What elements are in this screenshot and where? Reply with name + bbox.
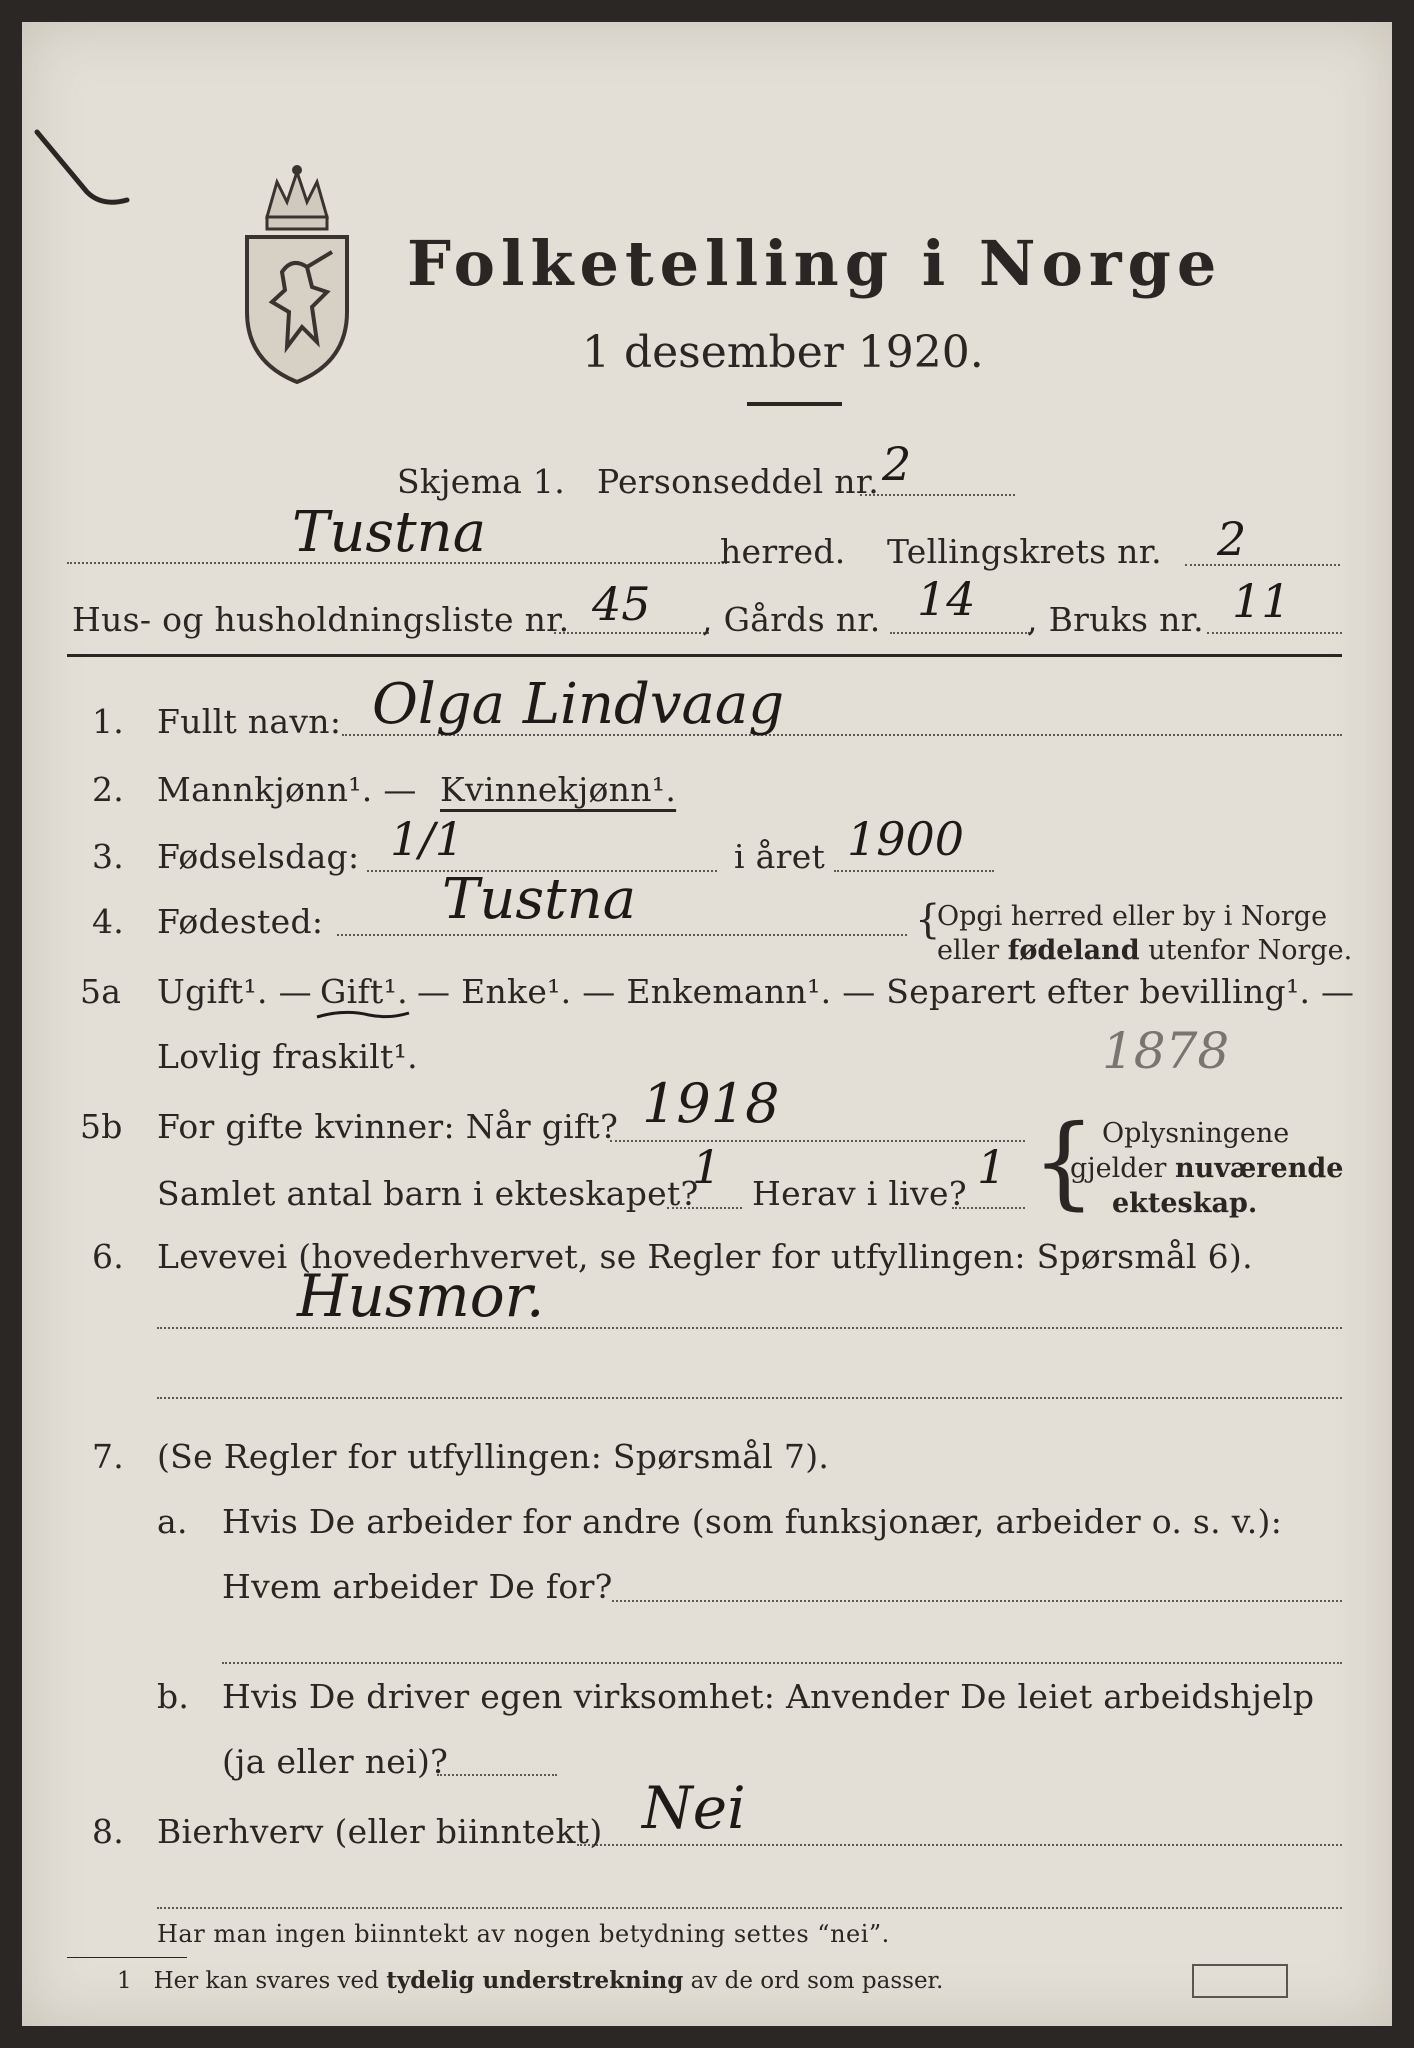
personseddel-line: [860, 494, 1015, 496]
q3-year-label: i året: [734, 837, 826, 876]
q1-number: 1.: [92, 702, 125, 741]
q8-label: Bierhverv (eller biinntekt): [157, 1812, 603, 1851]
q4-note-1: Opgi herred eller by i Norge: [937, 901, 1328, 932]
q8-number: 8.: [92, 1812, 125, 1851]
q3-label: Fødselsdag:: [157, 837, 360, 876]
pen-mark-icon: [32, 112, 142, 222]
q4-note-2: eller fødeland utenfor Norge.: [937, 935, 1353, 966]
children-count-value[interactable]: 1: [692, 1140, 722, 1194]
q7b-answer-line[interactable]: [437, 1774, 557, 1776]
gards-line: [890, 632, 1030, 634]
q4-number: 4.: [92, 902, 125, 941]
printer-stamp: [1192, 1964, 1288, 1998]
q5b-line-1: [610, 1140, 1025, 1142]
bruks-label: , Bruks nr.: [1027, 600, 1204, 639]
skjema-label: Skjema 1.: [397, 462, 566, 501]
q1-label: Fullt navn:: [157, 702, 342, 741]
birth-year-value[interactable]: 1900: [847, 812, 965, 866]
q4-line: [337, 934, 907, 936]
hus-line: [554, 632, 709, 634]
q4-brace: {: [915, 897, 941, 943]
footer-note: Har man ingen biinntekt av nogen betydning settes “nei”.: [157, 1920, 890, 1948]
q7a-answer-line-1[interactable]: [612, 1600, 1342, 1602]
q6-number: 6.: [92, 1237, 125, 1276]
q5b-brace: {: [1032, 1103, 1096, 1220]
q5b-number: 5b: [80, 1107, 123, 1146]
bruks-line: [1207, 632, 1342, 634]
tellingskrets-line: [1185, 564, 1340, 566]
q5a-gift-selected[interactable]: Gift¹.: [320, 972, 408, 1011]
q5b-note-1: Oplysningene: [1102, 1118, 1290, 1149]
norwegian-coat-of-arms-icon: [237, 162, 357, 392]
gards-label: , Gårds nr.: [702, 600, 881, 639]
full-name-value[interactable]: Olga Lindvaag: [372, 672, 785, 737]
q5a-number: 5a: [80, 972, 122, 1011]
hus-label: Hus- og husholdningsliste nr.: [72, 600, 570, 639]
q5b-label-2: Samlet antal barn i ekteskapet?: [157, 1174, 699, 1213]
q5a-rest[interactable]: — Enke¹. — Enkemann¹. — Separert efter bevilling¹. —: [417, 972, 1355, 1011]
q7-label: (Se Regler for utfyllingen: Spørsmål 7).: [157, 1437, 830, 1476]
q7-number: 7.: [92, 1437, 125, 1476]
side-income-value[interactable]: Nei: [642, 1774, 746, 1842]
birthday-value[interactable]: 1/1: [390, 812, 465, 866]
q2-kvinne-selected[interactable]: Kvinnekjønn¹.: [440, 770, 677, 809]
gards-value[interactable]: 14: [917, 572, 976, 626]
bruks-value[interactable]: 11: [1232, 574, 1291, 628]
q5b-note-2: gjelder nuværende: [1070, 1153, 1344, 1184]
tellingskrets-value[interactable]: 2: [1217, 512, 1247, 566]
q7b-line-2: (ja eller nei)?: [222, 1742, 449, 1781]
q2-mann[interactable]: Mannkjønn¹. —: [157, 770, 417, 809]
margin-note-year: 1878: [1102, 1022, 1230, 1080]
q7b-line-1: Hvis De driver egen virksomhet: Anvender De leiet arbeidshjelp: [222, 1677, 1315, 1716]
gift-underline: [314, 1007, 414, 1023]
q3-number: 3.: [92, 837, 125, 876]
personseddel-label: Personseddel nr.: [597, 462, 880, 501]
q4-label: Fødested:: [157, 902, 324, 941]
q5b-note-3: ekteskap.: [1112, 1188, 1258, 1219]
q5b-live-label: Herav i live?: [752, 1174, 967, 1213]
q8-line-2: [157, 1907, 1342, 1909]
q7b-number: b.: [157, 1677, 190, 1716]
q8-line-1: [577, 1844, 1342, 1846]
children-alive-value[interactable]: 1: [977, 1140, 1007, 1194]
hus-value[interactable]: 45: [592, 577, 651, 631]
q5b-line-3: [952, 1207, 1025, 1209]
q5b-label-1: For gifte kvinner: Når gift?: [157, 1107, 619, 1146]
title-divider: [747, 402, 842, 406]
herred-value[interactable]: Tustna: [292, 500, 487, 565]
footnote-rule: [67, 1957, 187, 1958]
header-divider: [67, 654, 1342, 657]
q7a-number: a.: [157, 1502, 188, 1541]
herred-label: herred.: [720, 532, 846, 571]
q6-line-2: [157, 1397, 1342, 1399]
census-date: 1 desember 1920.: [582, 327, 984, 378]
q5b-line-2: [667, 1207, 742, 1209]
q3-year-line: [834, 870, 994, 872]
occupation-value[interactable]: Husmor.: [297, 1262, 545, 1330]
q7a-line-1: Hvis De arbeider for andre (som funksjonær, arbeider o. s. v.):: [222, 1502, 1283, 1541]
q5a-fraskilt[interactable]: Lovlig fraskilt¹.: [157, 1037, 418, 1076]
q2-number: 2.: [92, 770, 125, 809]
census-form-sheet: [22, 22, 1392, 2026]
marriage-year-value[interactable]: 1918: [642, 1072, 780, 1135]
footnote: 1 Her kan svares ved tydelig understrekning av de ord som passer.: [117, 1967, 944, 1994]
q7a-line-2: Hvem arbeider De for?: [222, 1567, 613, 1606]
tellingskrets-label: Tellingskrets nr.: [887, 532, 1162, 571]
form-title: Folketelling i Norge: [407, 227, 1223, 300]
personseddel-value[interactable]: 2: [882, 437, 912, 491]
q7a-answer-line-2[interactable]: [222, 1662, 1342, 1664]
q5a-ugift[interactable]: Ugift¹. —: [157, 972, 312, 1011]
q6-label: Levevei (hovederhvervet, se Regler for utfyllingen: Spørsmål 6).: [157, 1237, 1253, 1276]
birthplace-value[interactable]: Tustna: [442, 867, 637, 932]
